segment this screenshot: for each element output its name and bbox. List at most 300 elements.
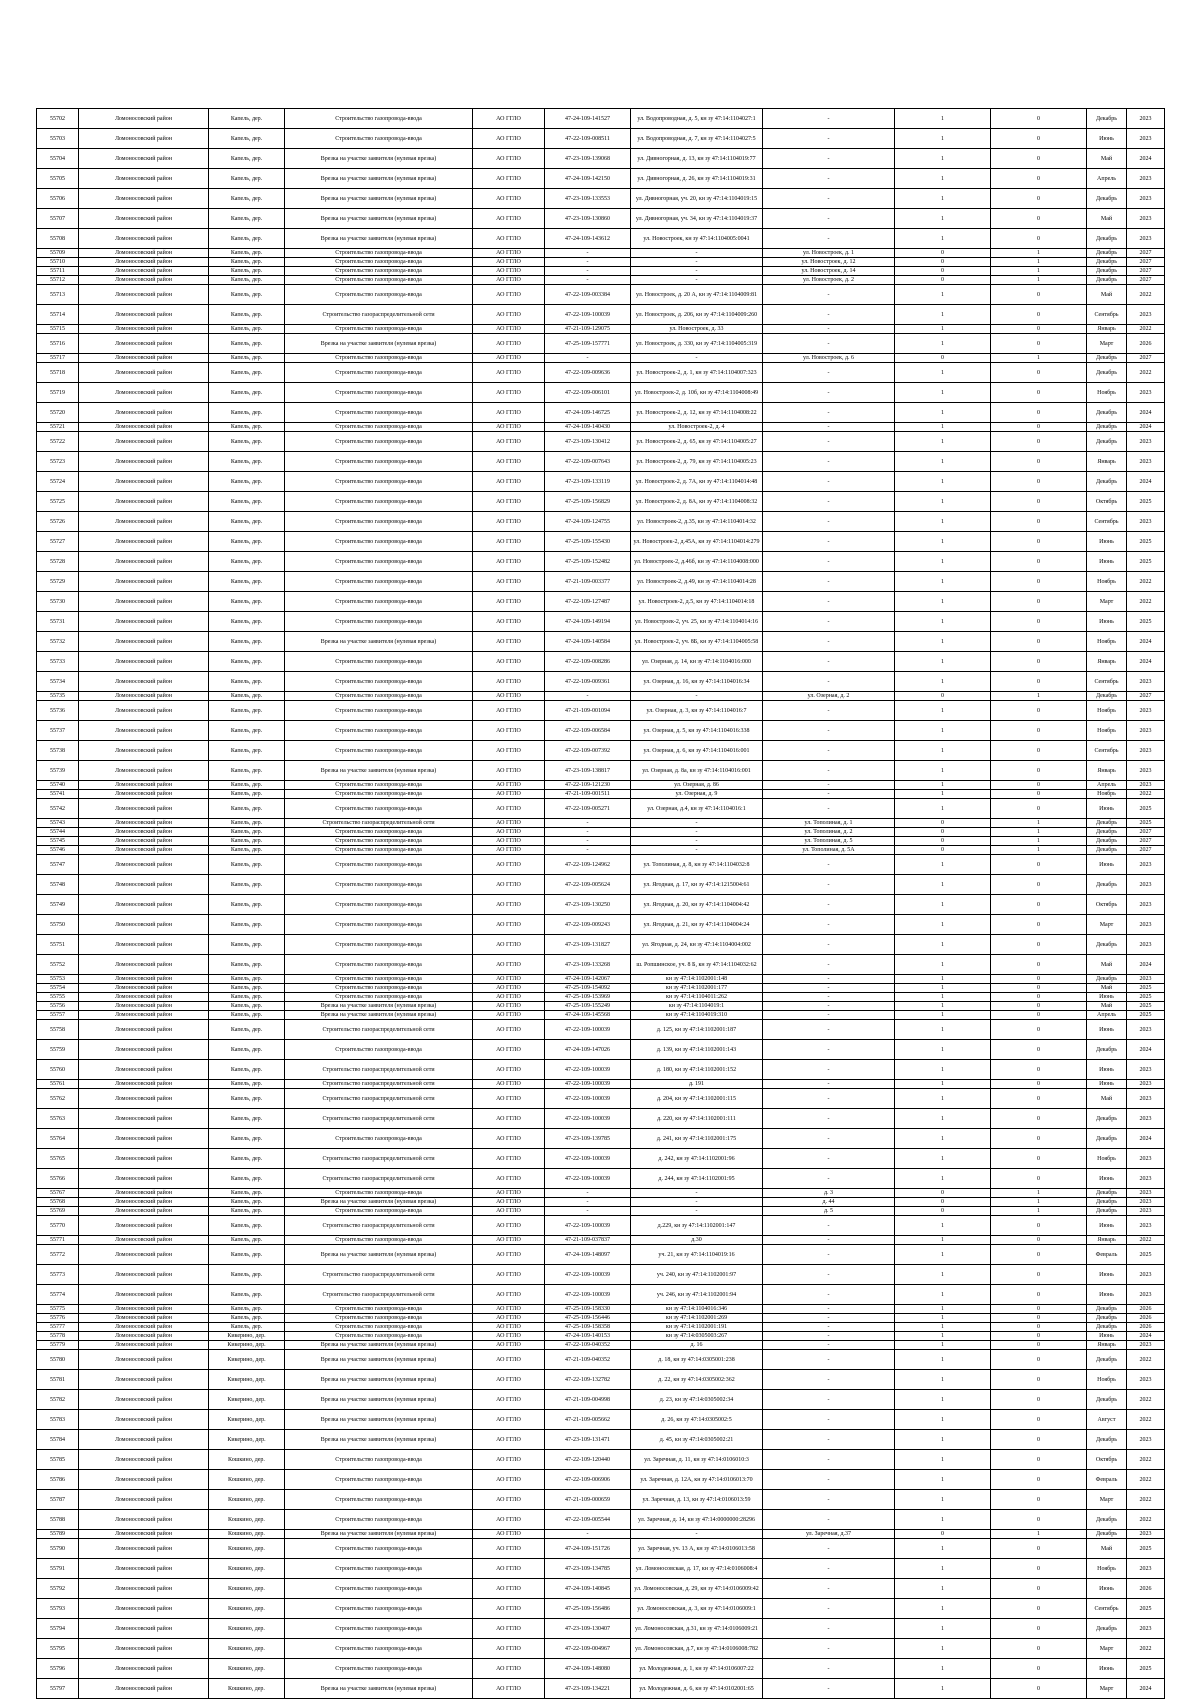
district-cell: Ломоносовский район bbox=[79, 935, 209, 955]
planned-count-cell: 0 bbox=[991, 1305, 1087, 1314]
planned-count-cell: 0 bbox=[991, 1579, 1087, 1599]
work-type-cell: Врезка на участке заявителя (нулевая врезка) bbox=[285, 1410, 473, 1430]
table-row bbox=[37, 1530, 1165, 1539]
work-type-cell: Врезка на участке заявителя (нулевая врезка) bbox=[285, 632, 473, 652]
district-cell: Ломоносовский район bbox=[79, 325, 209, 334]
contract-number-cell: 47-25-109-158358 bbox=[545, 1323, 631, 1332]
month-cell: Январь bbox=[1087, 652, 1127, 672]
contract-number-cell: - bbox=[545, 1207, 631, 1216]
planned-address-cell: - bbox=[763, 1216, 895, 1236]
work-type-cell: Строительство газопровода-ввода bbox=[285, 383, 473, 403]
address-cell: д. 242, кн зу 47:14:1102001:96 bbox=[631, 1149, 763, 1169]
month-cell: Декабрь bbox=[1087, 109, 1127, 129]
month-cell: Декабрь bbox=[1087, 1109, 1127, 1129]
district-cell: Ломоносовский район bbox=[79, 1169, 209, 1189]
year-cell: 2025 bbox=[1127, 799, 1165, 819]
year-cell: 2023 bbox=[1127, 875, 1165, 895]
district-cell: Ломоносовский район bbox=[79, 799, 209, 819]
planned-count-cell: 1 bbox=[991, 837, 1087, 846]
organization-cell: АО ГГЛО bbox=[473, 875, 545, 895]
settlement-cell: Кошкино, дер. bbox=[209, 1579, 285, 1599]
planned-address-cell: - bbox=[763, 149, 895, 169]
done-count-cell: 1 bbox=[895, 109, 991, 129]
organization-cell: АО ГГЛО bbox=[473, 1060, 545, 1080]
contract-number-cell: 47-23-109-138817 bbox=[545, 761, 631, 781]
organization-cell: АО ГГЛО bbox=[473, 1040, 545, 1060]
address-cell: ул. Новостроек-2, д. 79, кн зу 47:14:1104005:23 bbox=[631, 452, 763, 472]
year-cell: 2023 bbox=[1127, 1089, 1165, 1109]
done-count-cell: 1 bbox=[895, 552, 991, 572]
planned-address-cell: - bbox=[763, 1314, 895, 1323]
settlement-cell: Капель, дер. bbox=[209, 276, 285, 285]
address-cell: ул. Новостроек-2, д. 7А, кн зу 47:14:1104014:48 bbox=[631, 472, 763, 492]
planned-address-cell: - bbox=[763, 1470, 895, 1490]
done-count-cell: 0 bbox=[895, 1530, 991, 1539]
row-number: 55711 bbox=[37, 267, 79, 276]
district-cell: Ломоносовский район bbox=[79, 1129, 209, 1149]
work-type-cell: Строительство газопровода-ввода bbox=[285, 1490, 473, 1510]
month-cell: Май bbox=[1087, 209, 1127, 229]
district-cell: Ломоносовский район bbox=[79, 701, 209, 721]
planned-address-cell: - bbox=[763, 1579, 895, 1599]
contract-number-cell: 47-25-109-155249 bbox=[545, 1002, 631, 1011]
address-cell: ул. Молодежная, д. 6, кн зу 47:14:0102001:65 bbox=[631, 1679, 763, 1699]
table-row bbox=[37, 672, 1165, 692]
work-type-cell: Врезка на участке заявителя (нулевая врезка) bbox=[285, 189, 473, 209]
address-cell: - bbox=[631, 837, 763, 846]
contract-number-cell: - bbox=[545, 819, 631, 828]
year-cell: 2023 bbox=[1127, 452, 1165, 472]
contract-number-cell: 47-22-109-005271 bbox=[545, 799, 631, 819]
row-number: 55714 bbox=[37, 305, 79, 325]
work-type-cell: Строительство газопровода-ввода bbox=[285, 363, 473, 383]
planned-address-cell: - bbox=[763, 1410, 895, 1430]
organization-cell: АО ГГЛО bbox=[473, 1285, 545, 1305]
planned-count-cell: 0 bbox=[991, 1323, 1087, 1332]
settlement-cell: Капель, дер. bbox=[209, 837, 285, 846]
table-row bbox=[37, 452, 1165, 472]
month-cell: Декабрь bbox=[1087, 1314, 1127, 1323]
settlement-cell: Капель, дер. bbox=[209, 1060, 285, 1080]
work-type-cell: Врезка на участке заявителя (нулевая врезка) bbox=[285, 1350, 473, 1370]
table-row bbox=[37, 249, 1165, 258]
address-cell: д. 220, кн зу 47:14:1102001:111 bbox=[631, 1109, 763, 1129]
contract-number-cell: 47-25-109-156446 bbox=[545, 1314, 631, 1323]
row-number: 55759 bbox=[37, 1040, 79, 1060]
settlement-cell: Капель, дер. bbox=[209, 305, 285, 325]
row-number: 55777 bbox=[37, 1323, 79, 1332]
address-cell: ул. Озерная, д. 3, кн зу 47:14:1104016:7 bbox=[631, 701, 763, 721]
planned-address-cell: - bbox=[763, 1659, 895, 1679]
planned-address-cell: - bbox=[763, 1285, 895, 1305]
organization-cell: АО ГГЛО bbox=[473, 692, 545, 701]
work-type-cell: Врезка на участке заявителя (нулевая врезка) bbox=[285, 1011, 473, 1020]
row-number: 55782 bbox=[37, 1390, 79, 1410]
planned-count-cell: 0 bbox=[991, 1539, 1087, 1559]
settlement-cell: Капель, дер. bbox=[209, 169, 285, 189]
work-type-cell: Врезка на участке заявителя (нулевая врезка) bbox=[285, 1370, 473, 1390]
row-number: 55793 bbox=[37, 1599, 79, 1619]
month-cell: Ноябрь bbox=[1087, 790, 1127, 799]
planned-address-cell: - bbox=[763, 652, 895, 672]
work-type-cell: Строительство газопровода-ввода bbox=[285, 1129, 473, 1149]
address-cell: ул. Новостроек, д. 20 А, кн зу 47:14:1104009:81 bbox=[631, 285, 763, 305]
row-number: 55727 bbox=[37, 532, 79, 552]
organization-cell: АО ГГЛО bbox=[473, 1490, 545, 1510]
year-cell: 2024 bbox=[1127, 423, 1165, 432]
year-cell: 2022 bbox=[1127, 1490, 1165, 1510]
planned-count-cell: 0 bbox=[991, 1350, 1087, 1370]
address-cell: ул. Дивногорная, д. 26, кн зу 47:14:1104019:31 bbox=[631, 169, 763, 189]
address-cell: ул. Новостроек-2, д.5, кн зу 47:14:1104014:18 bbox=[631, 592, 763, 612]
row-number: 55732 bbox=[37, 632, 79, 652]
month-cell: Декабрь bbox=[1087, 1350, 1127, 1370]
row-number: 55784 bbox=[37, 1430, 79, 1450]
done-count-cell: 1 bbox=[895, 1040, 991, 1060]
settlement-cell: Капель, дер. bbox=[209, 285, 285, 305]
work-type-cell: Строительство газопровода-ввода bbox=[285, 692, 473, 701]
done-count-cell: 1 bbox=[895, 1265, 991, 1285]
district-cell: Ломоносовский район bbox=[79, 955, 209, 975]
contract-number-cell: 47-21-109-001511 bbox=[545, 790, 631, 799]
year-cell: 2026 bbox=[1127, 1305, 1165, 1314]
address-cell: - bbox=[631, 1207, 763, 1216]
organization-cell: АО ГГЛО bbox=[473, 472, 545, 492]
settlement-cell: Капель, дер. bbox=[209, 828, 285, 837]
row-number: 55787 bbox=[37, 1490, 79, 1510]
work-type-cell: Строительство газопровода-ввода bbox=[285, 403, 473, 423]
settlement-cell: Кошкино, дер. bbox=[209, 1470, 285, 1490]
district-cell: Ломоносовский район bbox=[79, 383, 209, 403]
contract-number-cell: 47-22-109-100039 bbox=[545, 1060, 631, 1080]
planned-address-cell: - bbox=[763, 1370, 895, 1390]
organization-cell: АО ГГЛО bbox=[473, 432, 545, 452]
contract-number-cell: 47-24-109-140153 bbox=[545, 1332, 631, 1341]
organization-cell: АО ГГЛО bbox=[473, 975, 545, 984]
table-row bbox=[37, 819, 1165, 828]
table-row bbox=[37, 993, 1165, 1002]
month-cell: Декабрь bbox=[1087, 1530, 1127, 1539]
row-number: 55715 bbox=[37, 325, 79, 334]
work-type-cell: Строительство газопровода-ввода bbox=[285, 109, 473, 129]
organization-cell: АО ГГЛО bbox=[473, 229, 545, 249]
work-type-cell: Строительство газопровода-ввода bbox=[285, 984, 473, 993]
table-row bbox=[37, 984, 1165, 993]
row-number: 55773 bbox=[37, 1265, 79, 1285]
organization-cell: АО ГГЛО bbox=[473, 828, 545, 837]
organization-cell: АО ГГЛО bbox=[473, 701, 545, 721]
work-type-cell: Строительство газопровода-ввода bbox=[285, 1236, 473, 1245]
row-number: 55744 bbox=[37, 828, 79, 837]
planned-count-cell: 1 bbox=[991, 276, 1087, 285]
table-row bbox=[37, 1245, 1165, 1265]
month-cell: Ноябрь bbox=[1087, 1149, 1127, 1169]
work-type-cell: Строительство газопровода-ввода bbox=[285, 828, 473, 837]
settlement-cell: Капель, дер. bbox=[209, 1020, 285, 1040]
planned-count-cell: 0 bbox=[991, 1559, 1087, 1579]
month-cell: Ноябрь bbox=[1087, 721, 1127, 741]
month-cell: Декабрь bbox=[1087, 403, 1127, 423]
work-type-cell: Строительство газопровода-ввода bbox=[285, 285, 473, 305]
row-number: 55788 bbox=[37, 1510, 79, 1530]
table-row bbox=[37, 1390, 1165, 1410]
done-count-cell: 1 bbox=[895, 761, 991, 781]
settlement-cell: Капель, дер. bbox=[209, 1216, 285, 1236]
done-count-cell: 1 bbox=[895, 285, 991, 305]
address-cell: ул. Озерная, д. 86 bbox=[631, 781, 763, 790]
planned-address-cell: - bbox=[763, 1559, 895, 1579]
table-row bbox=[37, 632, 1165, 652]
row-number: 55733 bbox=[37, 652, 79, 672]
address-cell: кн зу 47:14:1102001:177 bbox=[631, 984, 763, 993]
contract-number-cell: 47-23-109-139785 bbox=[545, 1129, 631, 1149]
address-cell: ул. Новостроек-2, д. 8А, кн зу 47:14:1104008:32 bbox=[631, 492, 763, 512]
work-type-cell: Строительство газопровода-ввода bbox=[285, 1539, 473, 1559]
planned-count-cell: 0 bbox=[991, 1149, 1087, 1169]
row-number: 55706 bbox=[37, 189, 79, 209]
table-row bbox=[37, 1080, 1165, 1089]
done-count-cell: 1 bbox=[895, 1020, 991, 1040]
work-type-cell: Врезка на участке заявителя (нулевая врезка) bbox=[285, 1198, 473, 1207]
month-cell: Декабрь bbox=[1087, 692, 1127, 701]
work-type-cell: Строительство газопровода-ввода bbox=[285, 1639, 473, 1659]
district-cell: Ломоносовский район bbox=[79, 721, 209, 741]
year-cell: 2022 bbox=[1127, 325, 1165, 334]
table-row bbox=[37, 552, 1165, 572]
planned-address-cell: - bbox=[763, 512, 895, 532]
month-cell: Декабрь bbox=[1087, 1305, 1127, 1314]
settlement-cell: Кошкино, дер. bbox=[209, 1530, 285, 1539]
work-type-cell: Строительство газопровода-ввода bbox=[285, 1510, 473, 1530]
row-number: 55741 bbox=[37, 790, 79, 799]
table-row bbox=[37, 1198, 1165, 1207]
address-cell: ул. Ягодная, д. 24, кн зу 47:14:1104004:002 bbox=[631, 935, 763, 955]
address-cell: ул. Озерная, д. 9 bbox=[631, 790, 763, 799]
district-cell: Ломоносовский район bbox=[79, 354, 209, 363]
year-cell: 2025 bbox=[1127, 993, 1165, 1002]
planned-count-cell: 0 bbox=[991, 1410, 1087, 1430]
contract-number-cell: 47-21-109-005662 bbox=[545, 1410, 631, 1430]
year-cell: 2027 bbox=[1127, 828, 1165, 837]
work-type-cell: Строительство газопровода-ввода bbox=[285, 432, 473, 452]
contract-number-cell: 47-25-109-153969 bbox=[545, 993, 631, 1002]
row-number: 55791 bbox=[37, 1559, 79, 1579]
planned-address-cell: - bbox=[763, 363, 895, 383]
address-cell: кн зу 47:14:1104019:1 bbox=[631, 1002, 763, 1011]
table-row bbox=[37, 1089, 1165, 1109]
planned-address-cell: - bbox=[763, 1450, 895, 1470]
planned-address-cell: - bbox=[763, 1149, 895, 1169]
contract-number-cell: 47-21-109-037837 bbox=[545, 1236, 631, 1245]
month-cell: Декабрь bbox=[1087, 846, 1127, 855]
row-number: 55796 bbox=[37, 1659, 79, 1679]
organization-cell: АО ГГЛО bbox=[473, 915, 545, 935]
contract-number-cell: 47-23-109-139068 bbox=[545, 149, 631, 169]
month-cell: Декабрь bbox=[1087, 935, 1127, 955]
row-number: 55726 bbox=[37, 512, 79, 532]
done-count-cell: 1 bbox=[895, 1149, 991, 1169]
work-type-cell: Строительство газопровода-ввода bbox=[285, 572, 473, 592]
row-number: 55752 bbox=[37, 955, 79, 975]
year-cell: 2023 bbox=[1127, 915, 1165, 935]
district-cell: Ломоносовский район bbox=[79, 267, 209, 276]
contract-number-cell: 47-24-109-148097 bbox=[545, 1245, 631, 1265]
year-cell: 2022 bbox=[1127, 1510, 1165, 1530]
settlement-cell: Кикерино, дер. bbox=[209, 1350, 285, 1370]
contract-number-cell: 47-22-109-100039 bbox=[545, 1265, 631, 1285]
address-cell: д.30 bbox=[631, 1236, 763, 1245]
done-count-cell: 0 bbox=[895, 837, 991, 846]
district-cell: Ломоносовский район bbox=[79, 790, 209, 799]
done-count-cell: 1 bbox=[895, 799, 991, 819]
table-row bbox=[37, 512, 1165, 532]
planned-count-cell: 1 bbox=[991, 1530, 1087, 1539]
month-cell: Июнь bbox=[1087, 1659, 1127, 1679]
planned-count-cell: 0 bbox=[991, 1265, 1087, 1285]
month-cell: Май bbox=[1087, 984, 1127, 993]
done-count-cell: 1 bbox=[895, 423, 991, 432]
address-cell: ул. Новостроек, д. 33 bbox=[631, 325, 763, 334]
address-cell: ул. Ломоносовская, д.31, кн зу 47:14:0106009:21 bbox=[631, 1619, 763, 1639]
district-cell: Ломоносовский район bbox=[79, 1089, 209, 1109]
planned-count-cell: 0 bbox=[991, 1060, 1087, 1080]
contract-number-cell: 47-23-109-131827 bbox=[545, 935, 631, 955]
contract-number-cell: 47-22-109-100039 bbox=[545, 1216, 631, 1236]
planned-count-cell: 0 bbox=[991, 334, 1087, 354]
work-type-cell: Строительство газопровода-ввода bbox=[285, 652, 473, 672]
settlement-cell: Капель, дер. bbox=[209, 1149, 285, 1169]
row-number: 55758 bbox=[37, 1020, 79, 1040]
done-count-cell: 1 bbox=[895, 1679, 991, 1699]
row-number: 55774 bbox=[37, 1285, 79, 1305]
month-cell: Декабрь bbox=[1087, 1619, 1127, 1639]
organization-cell: АО ГГЛО bbox=[473, 552, 545, 572]
planned-count-cell: 0 bbox=[991, 984, 1087, 993]
done-count-cell: 1 bbox=[895, 1350, 991, 1370]
planned-count-cell: 0 bbox=[991, 1109, 1087, 1129]
organization-cell: АО ГГЛО bbox=[473, 1109, 545, 1129]
row-number: 55704 bbox=[37, 149, 79, 169]
month-cell: Январь bbox=[1087, 452, 1127, 472]
year-cell: 2023 bbox=[1127, 761, 1165, 781]
table-row bbox=[37, 875, 1165, 895]
contract-number-cell: 47-22-109-100039 bbox=[545, 1089, 631, 1109]
planned-address-cell: - bbox=[763, 492, 895, 512]
month-cell: Сентябрь bbox=[1087, 741, 1127, 761]
planned-count-cell: 0 bbox=[991, 109, 1087, 129]
table-row bbox=[37, 1149, 1165, 1169]
contract-number-cell: 47-25-109-158330 bbox=[545, 1305, 631, 1314]
row-number: 55738 bbox=[37, 741, 79, 761]
year-cell: 2025 bbox=[1127, 492, 1165, 512]
planned-address-cell: - bbox=[763, 1080, 895, 1089]
month-cell: Май bbox=[1087, 1539, 1127, 1559]
table-row bbox=[37, 149, 1165, 169]
year-cell: 2025 bbox=[1127, 532, 1165, 552]
planned-count-cell: 0 bbox=[991, 895, 1087, 915]
settlement-cell: Капель, дер. bbox=[209, 975, 285, 984]
gasification-table bbox=[36, 108, 1165, 1699]
organization-cell: АО ГГЛО bbox=[473, 721, 545, 741]
planned-address-cell: - bbox=[763, 993, 895, 1002]
month-cell: Декабрь bbox=[1087, 1040, 1127, 1060]
year-cell: 2024 bbox=[1127, 1679, 1165, 1699]
organization-cell: АО ГГЛО bbox=[473, 1002, 545, 1011]
planned-count-cell: 1 bbox=[991, 354, 1087, 363]
work-type-cell: Строительство газопровода-ввода bbox=[285, 276, 473, 285]
planned-count-cell: 0 bbox=[991, 169, 1087, 189]
done-count-cell: 1 bbox=[895, 209, 991, 229]
planned-count-cell: 0 bbox=[991, 915, 1087, 935]
row-number: 55743 bbox=[37, 819, 79, 828]
work-type-cell: Врезка на участке заявителя (нулевая врезка) bbox=[285, 169, 473, 189]
organization-cell: АО ГГЛО bbox=[473, 423, 545, 432]
planned-address-cell: - bbox=[763, 781, 895, 790]
row-number: 55761 bbox=[37, 1080, 79, 1089]
planned-address-cell: - bbox=[763, 432, 895, 452]
district-cell: Ломоносовский район bbox=[79, 1332, 209, 1341]
address-cell: ул. Водопроводная, д. 7, кн зу 47:14:1104027:5 bbox=[631, 129, 763, 149]
planned-count-cell: 1 bbox=[991, 258, 1087, 267]
year-cell: 2022 bbox=[1127, 363, 1165, 383]
district-cell: Ломоносовский район bbox=[79, 432, 209, 452]
table-row bbox=[37, 1236, 1165, 1245]
month-cell: Май bbox=[1087, 149, 1127, 169]
year-cell: 2022 bbox=[1127, 1350, 1165, 1370]
year-cell: 2025 bbox=[1127, 819, 1165, 828]
table-row bbox=[37, 1011, 1165, 1020]
done-count-cell: 1 bbox=[895, 1659, 991, 1679]
done-count-cell: 0 bbox=[895, 258, 991, 267]
month-cell: Сентябрь bbox=[1087, 672, 1127, 692]
organization-cell: АО ГГЛО bbox=[473, 632, 545, 652]
work-type-cell: Врезка на участке заявителя (нулевая врезка) bbox=[285, 1341, 473, 1350]
work-type-cell: Строительство газопровода-ввода bbox=[285, 592, 473, 612]
district-cell: Ломоносовский район bbox=[79, 249, 209, 258]
address-cell: д. 241, кн зу 47:14:1102001:175 bbox=[631, 1129, 763, 1149]
month-cell: Январь bbox=[1087, 1341, 1127, 1350]
planned-address-cell: - bbox=[763, 984, 895, 993]
settlement-cell: Капель, дер. bbox=[209, 334, 285, 354]
month-cell: Июнь bbox=[1087, 1332, 1127, 1341]
table-row bbox=[37, 592, 1165, 612]
planned-count-cell: 0 bbox=[991, 799, 1087, 819]
work-type-cell: Строительство газопровода-ввода bbox=[285, 846, 473, 855]
table-row bbox=[37, 1060, 1165, 1080]
planned-count-cell: 0 bbox=[991, 632, 1087, 652]
contract-number-cell: 47-23-109-130412 bbox=[545, 432, 631, 452]
address-cell: ул. Озерная, д.4, кн зу 47:14:1104016:1 bbox=[631, 799, 763, 819]
address-cell: - bbox=[631, 1198, 763, 1207]
settlement-cell: Кикерино, дер. bbox=[209, 1370, 285, 1390]
address-cell: уч. 21, кн зу 47:14:1104019:16 bbox=[631, 1245, 763, 1265]
planned-address-cell: ул. Тополиная, д. 1 bbox=[763, 819, 895, 828]
address-cell: ул. Озерная, д. 8а, кн зу 47:14:1104016:001 bbox=[631, 761, 763, 781]
district-cell: Ломоносовский район bbox=[79, 1599, 209, 1619]
contract-number-cell: 47-22-109-004967 bbox=[545, 1639, 631, 1659]
settlement-cell: Капель, дер. bbox=[209, 799, 285, 819]
month-cell: Декабрь bbox=[1087, 189, 1127, 209]
settlement-cell: Кикерино, дер. bbox=[209, 1410, 285, 1430]
work-type-cell: Врезка на участке заявителя (нулевая врезка) bbox=[285, 149, 473, 169]
district-cell: Ломоносовский район bbox=[79, 1198, 209, 1207]
organization-cell: АО ГГЛО bbox=[473, 452, 545, 472]
planned-count-cell: 0 bbox=[991, 572, 1087, 592]
work-type-cell: Врезка на участке заявителя (нулевая врезка) bbox=[285, 1245, 473, 1265]
table-row bbox=[37, 334, 1165, 354]
work-type-cell: Врезка на участке заявителя (нулевая врезка) bbox=[285, 229, 473, 249]
year-cell: 2022 bbox=[1127, 790, 1165, 799]
